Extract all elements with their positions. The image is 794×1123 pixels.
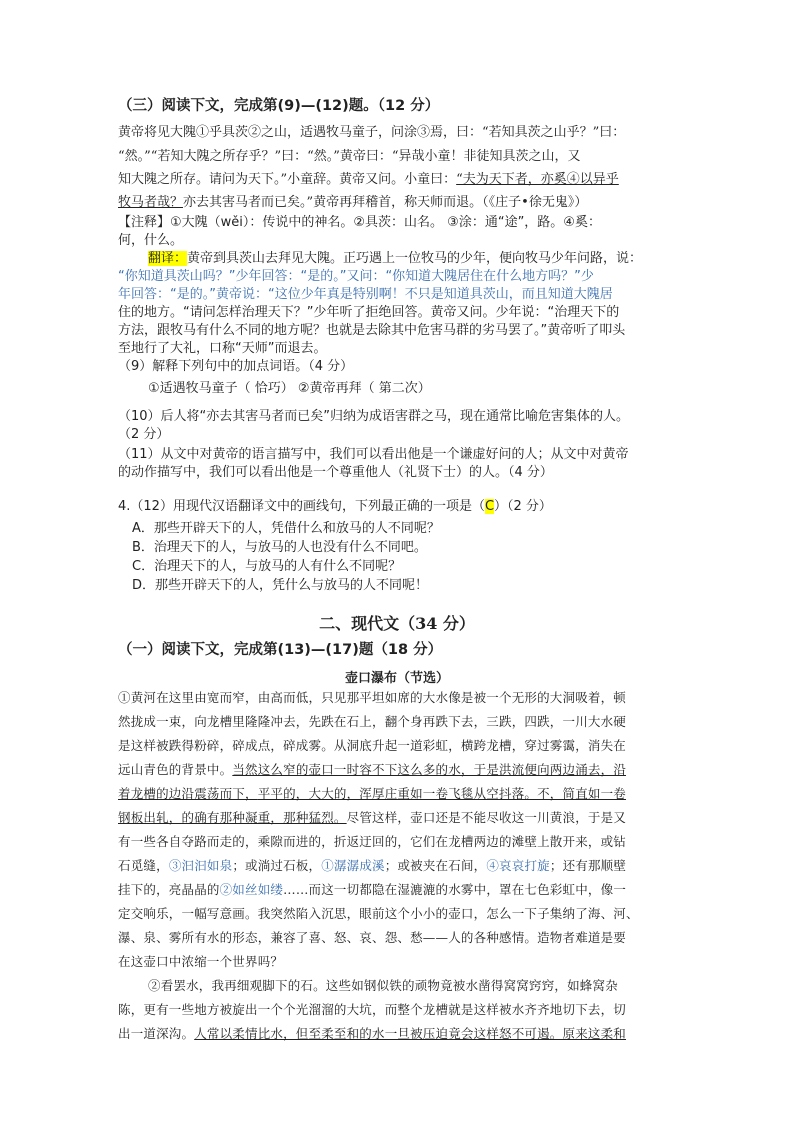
- underlined-sentence: 当然这么窄的壶口一时容不下这么多的水，于是洪流便向两边涌去，沿: [232, 762, 627, 777]
- option-d: D．那些开辟天下的人，凭什么与放马的人不同呢！: [132, 578, 429, 593]
- essay-line: 是这样被跌得粉碎，碎成点，碎成雾。从洞底升起一道彩虹，横跨龙槽，穿过雾霭，消失在: [118, 738, 627, 753]
- question-9: （9）解释下列句中的加点词语。（4 分）: [118, 359, 354, 374]
- option-a: A．那些开辟天下的人，凭借什么和放马的人不同呢？: [132, 521, 440, 536]
- underlined-sentence: 平平的，大大的，浑厚庄重如一卷飞毯从空抖落。不，简直如一卷: [257, 786, 627, 801]
- classical-line: 黄帝将见大隗①乎具茨②之山，适遇牧马童子，问涂③焉，曰：“若知具茨之山乎？”曰：: [118, 125, 626, 140]
- classical-line: 知大隗之所存。请问为天下。”小童辞。黄帝又问。小童曰：“夫为天下者，亦奚④以异乎: [118, 172, 619, 187]
- question-11: （11）从文中对黄帝的语言描写中，我们可以看出他是一个谦虚好问的人；从文中对黄帝: [118, 447, 629, 462]
- essay-line: 陈，更有一些地方被旋出一个个光溜溜的大坑，而整个龙槽就是这样被水齐齐地切下去，切: [118, 1002, 627, 1017]
- essay-line: ①黄河在这里由宽而窄，由高而低，只见那平坦如席的大水像是被一个无形的大洞吸着，顿: [118, 690, 627, 705]
- answer-highlight: C: [484, 499, 495, 514]
- notes-line: 【注释】①大隗（wěi）：传说中的神名。②具茨：山名。 ③涂：通“途”，路。④奚：: [118, 215, 601, 230]
- question-9-items: ①适遇牧马童子（ 恰巧） ②黄帝再拜（ 第二次）: [148, 381, 431, 396]
- question-10: （10）后人将“亦去其害马者而已矣”归纳为成语害群之马，现在通常比喻危害集体的人。: [118, 409, 630, 424]
- classical-line: “然。”“若知大隗之所存乎？”曰：“然。”黄帝曰：“异哉小童！非徒知具茨之山，又: [118, 149, 581, 164]
- marked-phrase: ②如丝如缕: [219, 882, 284, 897]
- part-title: 二、现代文（34 分）: [319, 614, 475, 633]
- underlined-sentence: 人常以柔情比水，但至柔至和的水一旦被压迫竟会这样怒不可遏。原来这柔和: [194, 1026, 627, 1041]
- question-11: 的动作描写中，我们可以看出他是一个尊重他人（礼贤下士）的人。（4 分）: [118, 465, 553, 480]
- essay-line: 出一道深沟。人常以柔情比水，但至柔至和的水一旦被压迫竟会这样怒不可遏。原来这柔和: [118, 1026, 627, 1041]
- section-heading: （三）阅读下文，完成第(9)—(12)题。（12 分）: [118, 98, 440, 114]
- translation-line: 至地行了大礼，口称“天师”而退去。: [118, 341, 327, 356]
- essay-line: 着龙槽的边沿震荡而下，平平的，大大的，浑厚庄重如一卷飞毯从空抖落。不，简直如一卷: [118, 786, 627, 801]
- essay-line: 挂下的，亮晶晶的②如丝如缕……而这一切都隐在湿漉漉的水雾中，罩在七色彩虹中，像一: [118, 882, 627, 897]
- marked-phrase: ①潺潺成溪: [321, 858, 385, 873]
- notes-line: 何，什么。: [118, 233, 184, 248]
- translation-line: 方法，跟牧马有什么不同的地方呢？也就是去除其中危害马群的劣马罢了。”黄帝听了叩头: [118, 323, 626, 338]
- underlined-sentence: 牧马者哉？: [118, 195, 184, 210]
- essay-line: 瀑、泉、雾所有水的形态，兼容了喜、怒、哀、怨、愁——人的各种感情。造物者难道是要: [118, 930, 627, 945]
- marked-phrase: ③汩汩如泉: [168, 858, 233, 873]
- underlined-sentence: 的确有那种凝重，那种猛烈。: [181, 810, 347, 825]
- essay-line: ②看罢水，我再细观脚下的石。这些如钢似铁的顽物竟被水凿得窝窝窍窍，如蜂窝杂: [148, 978, 618, 993]
- essay-line: 远山青色的背景中。当然这么窄的壶口一时容不下这么多的水，于是洪流便向两边涌去，沿: [118, 762, 627, 777]
- option-c: C．治理天下的人，与放马的人有什么不同呢？: [132, 559, 402, 574]
- question-12: 4.（12）用现代汉语翻译文中的画线句，下列最正确的一项是（C）（2 分）: [118, 499, 552, 514]
- option-b: B．治理天下的人，与放马的人也没有什么不同吧。: [132, 540, 427, 555]
- essay-line: 钢板出轧，的确有那种凝重，那种猛烈。尽管这样，壶口还是不能尽收这一川黄浪，于是又: [118, 810, 627, 825]
- marked-phrase: ④哀哀打旋: [486, 858, 550, 873]
- translation-line: 年回答：“是的。”黄帝说：“这位少年真是特别啊！不只是知道具茨山，而且知道大隗居: [118, 287, 613, 302]
- translation-line: 住的地方。“请问怎样治理天下？”少年听了拒绝回答。黄帝又问。少年说：“治理天下的: [118, 305, 620, 320]
- essay-line: 定交响乐，一幅写意画。我突然陷入沉思，眼前这个小小的壶口，怎么一下子集纳了海、河、: [118, 906, 639, 921]
- essay-line: 有一些各自夺路而走的，乘隙而进的，折返迂回的，它们在龙槽两边的滩壁上散开来，或钻: [118, 834, 627, 849]
- translation-line: 翻译：黄帝到具茨山去拜见大隗。正巧遇上一位牧马的少年，便向牧马少年问路，说：: [148, 251, 643, 266]
- sub-heading: （一）阅读下文，完成第(13)—(17)题（18 分）: [118, 642, 443, 658]
- underlined-sentence: “夫为天下者，亦奚④以异乎: [456, 172, 619, 187]
- essay-title: 壶口瀑布（节选）: [344, 671, 449, 686]
- translation-label: 翻译：: [148, 251, 188, 266]
- question-10: （2 分）: [118, 427, 170, 442]
- essay-line: 石觅缝，③汩汩如泉；或淌过石板，①潺潺成溪；或被夹在石间，④哀哀打旋；还有那顺壁: [118, 858, 627, 873]
- translation-line: “你知道具茨山吗？”少年回答：“是的。”又问：“你知道大隗居住在什么地方吗？”少: [118, 269, 594, 284]
- classical-line: 牧马者哉？亦去其害马者而已矣。”黄帝再拜稽首，称天师而退。（《庄子•徐无鬼》）: [118, 195, 588, 210]
- essay-line: 然拢成一束，向龙槽里隆隆冲去，先跌在石上，翻个身再跌下去，三跌，四跌，一川大水硬: [118, 714, 627, 729]
- essay-line: 在这壶口中浓缩一个世界吗？: [118, 954, 284, 969]
